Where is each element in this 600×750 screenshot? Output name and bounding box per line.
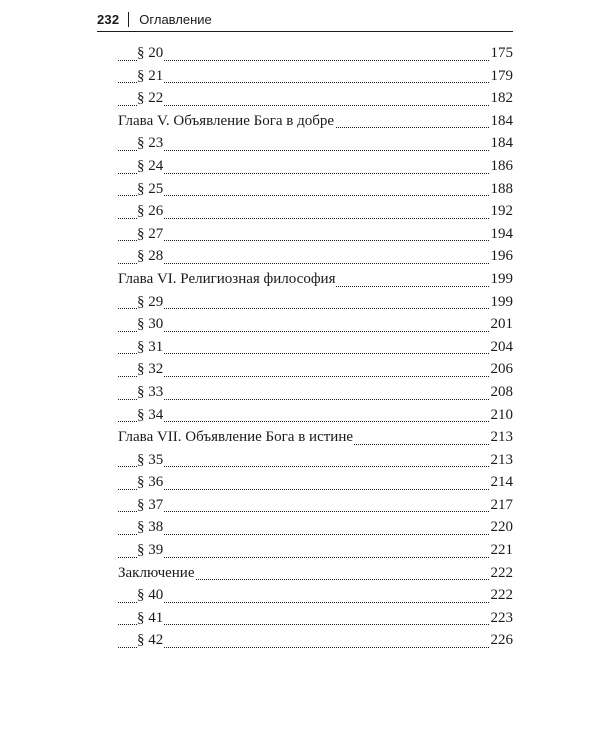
toc-section-entry	[118, 540, 513, 563]
dot-leader	[118, 105, 513, 106]
toc-entry-page-number: 220	[490, 519, 513, 536]
toc-entry-label: Заключение	[118, 564, 195, 581]
toc-entry-label: Глава VI. Религиозная философия	[118, 270, 336, 287]
toc-entry-label: § 21	[137, 67, 164, 84]
dot-leader	[118, 466, 513, 467]
dot-leader	[118, 263, 513, 264]
toc-entry-page-number: 222	[490, 587, 513, 604]
toc-entry-label: § 29	[137, 293, 164, 310]
toc-entry-page-number: 213	[490, 451, 513, 468]
running-head	[97, 10, 212, 28]
toc-section-entry	[118, 43, 513, 66]
toc-entry-label: § 42	[137, 632, 164, 649]
dot-leader	[118, 173, 513, 174]
toc-section-entry	[118, 179, 513, 202]
toc-section-entry	[118, 608, 513, 631]
toc-entry-label: § 24	[137, 157, 164, 174]
dot-leader	[118, 421, 513, 422]
toc-entry-label: § 32	[137, 361, 164, 378]
dot-leader	[118, 218, 513, 219]
dot-leader	[118, 82, 513, 83]
header-rule	[97, 31, 513, 32]
toc-section-entry	[118, 585, 513, 608]
toc-section-entry	[118, 156, 513, 179]
toc-section-entry	[118, 382, 513, 405]
toc-entry-page-number: 208	[490, 383, 513, 400]
toc-entry-page-number: 206	[490, 361, 513, 378]
dot-leader	[118, 331, 513, 332]
toc-entry-label: § 37	[137, 496, 164, 513]
toc-section-entry	[118, 133, 513, 156]
toc-entry-page-number: 213	[490, 429, 513, 446]
toc-entry-page-number: 194	[490, 225, 513, 242]
toc-entry-page-number: 188	[490, 180, 513, 197]
toc-entry-label: § 28	[137, 248, 164, 265]
toc-entry-label: § 34	[137, 406, 164, 423]
toc-entry-page-number: 214	[490, 474, 513, 491]
dot-leader	[118, 534, 513, 535]
toc-entry-page-number: 184	[490, 112, 513, 129]
running-head-title: Оглавление	[139, 11, 212, 27]
dot-leader	[118, 376, 513, 377]
toc-section-entry	[118, 88, 513, 111]
dot-leader	[118, 399, 513, 400]
toc-section-entry	[118, 66, 513, 89]
toc-section-entry	[118, 337, 513, 360]
toc-section-entry	[118, 314, 513, 337]
toc-entry-label: § 25	[137, 180, 164, 197]
toc-entry-label: § 22	[137, 90, 164, 107]
toc-chapter-entry	[118, 563, 513, 586]
toc-entry-label: § 31	[137, 338, 164, 355]
toc-section-entry	[118, 630, 513, 653]
toc-entry-page-number: 192	[490, 203, 513, 220]
header-separator	[128, 12, 129, 27]
toc-chapter-entry	[118, 427, 513, 450]
dot-leader	[118, 150, 513, 151]
dot-leader	[118, 240, 513, 241]
dot-leader	[118, 353, 513, 354]
toc-section-entry	[118, 246, 513, 269]
dot-leader	[118, 624, 513, 625]
toc-entry-page-number: 199	[490, 293, 513, 310]
toc-chapter-entry	[118, 111, 513, 134]
toc-entry-page-number: 179	[490, 67, 513, 84]
toc-entry-label: § 41	[137, 609, 164, 626]
toc-entry-label: Глава VII. Объявление Бога в истине	[118, 429, 353, 446]
toc-entry-label: § 40	[137, 587, 164, 604]
dot-leader	[118, 195, 513, 196]
toc-entry-label: § 33	[137, 383, 164, 400]
toc-section-entry	[118, 450, 513, 473]
toc-entry-label: § 36	[137, 474, 164, 491]
toc-entry-page-number: 199	[490, 270, 513, 287]
toc-section-entry	[118, 495, 513, 518]
toc-entry-label: Глава V. Объявление Бога в добре	[118, 112, 335, 129]
toc-entry-page-number: 223	[490, 609, 513, 626]
toc-section-entry	[118, 224, 513, 247]
page-number: 232	[97, 11, 120, 27]
toc-entry-label: § 30	[137, 316, 164, 333]
dot-leader	[118, 60, 513, 61]
toc-section-entry	[118, 472, 513, 495]
toc-entry-label: § 39	[137, 542, 164, 559]
toc-entry-page-number: 226	[490, 632, 513, 649]
dot-leader	[118, 308, 513, 309]
toc-entry-label: § 20	[137, 45, 164, 61]
toc-chapter-entry	[118, 269, 513, 292]
toc-entry-page-number: 217	[490, 496, 513, 513]
toc-entry-page-number: 175	[490, 45, 513, 61]
table-of-contents	[118, 43, 513, 653]
toc-section-entry	[118, 201, 513, 224]
dot-leader	[118, 602, 513, 603]
toc-section-entry	[118, 405, 513, 428]
toc-entry-label: § 38	[137, 519, 164, 536]
toc-entry-page-number: 221	[490, 542, 513, 559]
toc-entry-label: § 27	[137, 225, 164, 242]
toc-section-entry	[118, 292, 513, 315]
toc-entry-page-number: 204	[490, 338, 513, 355]
toc-entry-page-number: 201	[490, 316, 513, 333]
toc-entry-page-number: 186	[490, 157, 513, 174]
toc-entry-page-number: 184	[490, 135, 513, 152]
toc-entry-label: § 26	[137, 203, 164, 220]
dot-leader	[118, 647, 513, 648]
toc-section-entry	[118, 517, 513, 540]
dot-leader	[118, 511, 513, 512]
dot-leader	[118, 557, 513, 558]
toc-entry-label: § 23	[137, 135, 164, 152]
toc-entry-page-number: 196	[490, 248, 513, 265]
toc-entry-page-number: 182	[490, 90, 513, 107]
toc-entry-page-number: 222	[490, 564, 513, 581]
toc-entry-label: § 35	[137, 451, 164, 468]
toc-entry-page-number: 210	[490, 406, 513, 423]
dot-leader	[118, 489, 513, 490]
toc-section-entry	[118, 359, 513, 382]
